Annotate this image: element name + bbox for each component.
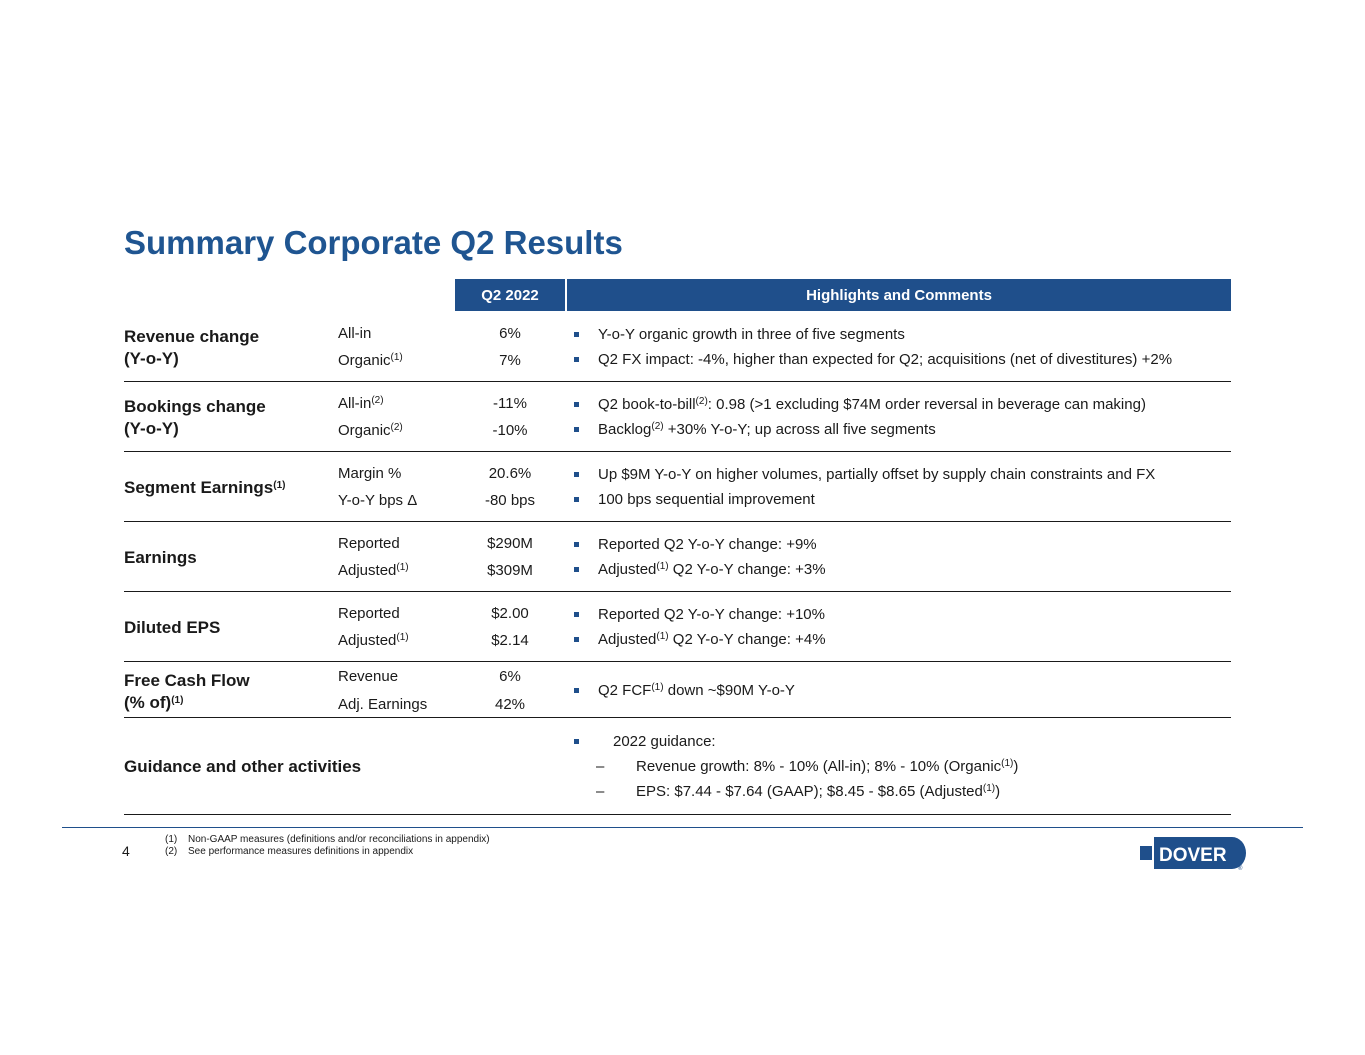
bullet-icon xyxy=(574,612,579,617)
metric-value: -10% xyxy=(492,422,528,439)
table-row-guidance: Guidance and other activities 2022 guidance: – Revenue growth: 8% - 10% (All-in); 8% - 10% (Organic$^{(1)}$) – EPS: $7.44 - $7.64 (GAAP); $8.45 - $8.65 (Adjusted$^{(1)}$) xyxy=(124,722,1231,815)
sub-metric: Margin % xyxy=(338,465,402,482)
logo-text: DOVER xyxy=(1159,845,1227,866)
bullet-icon xyxy=(574,332,579,337)
metric-value: 42% xyxy=(494,696,526,713)
metric-value: $2.00 xyxy=(491,605,529,622)
table-row-segment-earnings: Segment Earnings$^{(1)}$ Margin % Y-o-Y bps Δ 20.6% -80 bps Up $9M Y-o-Y on higher volumes, partially offset by supply chain constraints and FX 100 bps sequential improvement xyxy=(124,456,1231,522)
logo-registered-mark: ® xyxy=(1238,866,1243,872)
dover-logo-icon xyxy=(1140,835,1248,878)
metric-value: -11% xyxy=(493,395,527,412)
metric-value: -80 bps xyxy=(484,492,536,509)
row-label: Guidance and other activities xyxy=(124,757,362,776)
metric-value: $290M xyxy=(487,535,533,552)
row-label: Bookings change (Y-o-Y) xyxy=(124,397,266,438)
sub-metric: Y-o-Y bps Δ xyxy=(338,492,418,509)
row-label: Diluted EPS xyxy=(124,618,221,637)
metric-value: 7% xyxy=(499,352,521,369)
sub-metric: All-$in^{(2)}$ xyxy=(338,395,384,412)
sub-metric: Adjusted$^{(1)}$ xyxy=(338,562,409,579)
bullet-icon xyxy=(574,402,579,407)
metric-value: $309M xyxy=(487,562,533,579)
dash-icon: – xyxy=(596,758,605,775)
sub-metric: Organic$^{(1)}$ xyxy=(338,352,403,369)
table-row-earnings: Earnings Reported Adjusted$^{(1)}$ $290M $309M Reported Q2 Y-o-Y change: +9% Adjusted$^{(1)}$ Q2 Y-o-Y change: +3% xyxy=(124,526,1231,592)
bullet-icon xyxy=(574,739,579,744)
footnote: (2) See performance measures definitions in appendix xyxy=(165,846,414,857)
dash-icon: – xyxy=(596,783,605,800)
bullet-icon xyxy=(574,688,579,693)
page-title: Summary Corporate Q2 Results xyxy=(124,224,623,261)
row-label: Revenue change (Y-o-Y) xyxy=(124,327,260,368)
footer-divider xyxy=(62,827,1303,828)
bullet-icon xyxy=(574,472,579,477)
sub-metric: Adjusted$^{(1)}$ xyxy=(338,632,409,649)
bullet-icon xyxy=(574,357,579,362)
row-label: Segment Earnings$^{(1)}$ xyxy=(124,478,286,497)
metric-value: 20.6% xyxy=(488,465,532,482)
metric-value: 6% xyxy=(499,325,521,342)
bullet-icon xyxy=(574,542,579,547)
column-header-q2: Q2 2022 xyxy=(455,279,565,311)
metric-value: $2.14 xyxy=(491,632,529,649)
table-row-bookings: Bookings change (Y-o-Y) All-$in^{(2)}$ Organic$^{(2)}$ -11% -10% Q2 book-to-bill$^{(2)}$: 0.98 (>1 excluding $74M order reversal in beverage can making) Backlog$^{(2)}$ +30% Y-o-Y; up across all five segments xyxy=(124,386,1231,452)
sub-metric: Revenue xyxy=(338,668,399,685)
row-label: Free Cash Flow (% of)$^{(1)}$ xyxy=(124,671,250,712)
sub-metric: Reported xyxy=(338,535,400,552)
bullet-icon xyxy=(574,427,579,432)
sub-metric: Reported xyxy=(338,605,400,622)
metric-value: 6% xyxy=(499,668,521,685)
page-number: 4 xyxy=(122,843,130,859)
row-label: Earnings xyxy=(124,548,197,567)
sub-metric: Organic$^{(2)}$ xyxy=(338,422,403,439)
column-header-highlights: Highlights and Comments xyxy=(567,279,1231,311)
table-row-revenue: Revenue change (Y-o-Y) All-in Organic$^{(1)}$ 6% 7% Y-o-Y organic growth in three of five segments Q2 FX impact: -4%, higher than expected for Q2; acquisitions (net of divestitures) +2% xyxy=(124,316,1231,382)
sub-bullet-item: Revenue growth: 8% - 10% (All-in); 8% - 10% (Organic$^{(1)}$) xyxy=(636,758,1019,775)
table-row-diluted-eps: Diluted EPS Reported Adjusted$^{(1)}$ $2.00 $2.14 Reported Q2 Y-o-Y change: +10% Adjusted$^{(1)}$ Q2 Y-o-Y change: +4% xyxy=(124,596,1231,662)
bullet-icon xyxy=(574,567,579,572)
footnote: (1) Non-GAAP measures (definitions and/or reconciliations in appendix) xyxy=(165,834,490,845)
table-row-free-cash-flow: Free Cash Flow (% of)$^{(1)}$ Revenue Adj. Earnings 6% 42% Q2 FCF$^{(1)}$ down ~$90M Y-o-Y xyxy=(124,666,1231,718)
sub-bullet-item: EPS: $7.44 - $7.64 (GAAP); $8.45 - $8.65 (Adjusted$^{(1)}$) xyxy=(636,783,1001,800)
bullet-icon xyxy=(574,497,579,502)
sub-metric: All-in xyxy=(338,325,372,342)
bullet-icon xyxy=(574,637,579,642)
sub-metric: Adj. Earnings xyxy=(338,696,428,713)
